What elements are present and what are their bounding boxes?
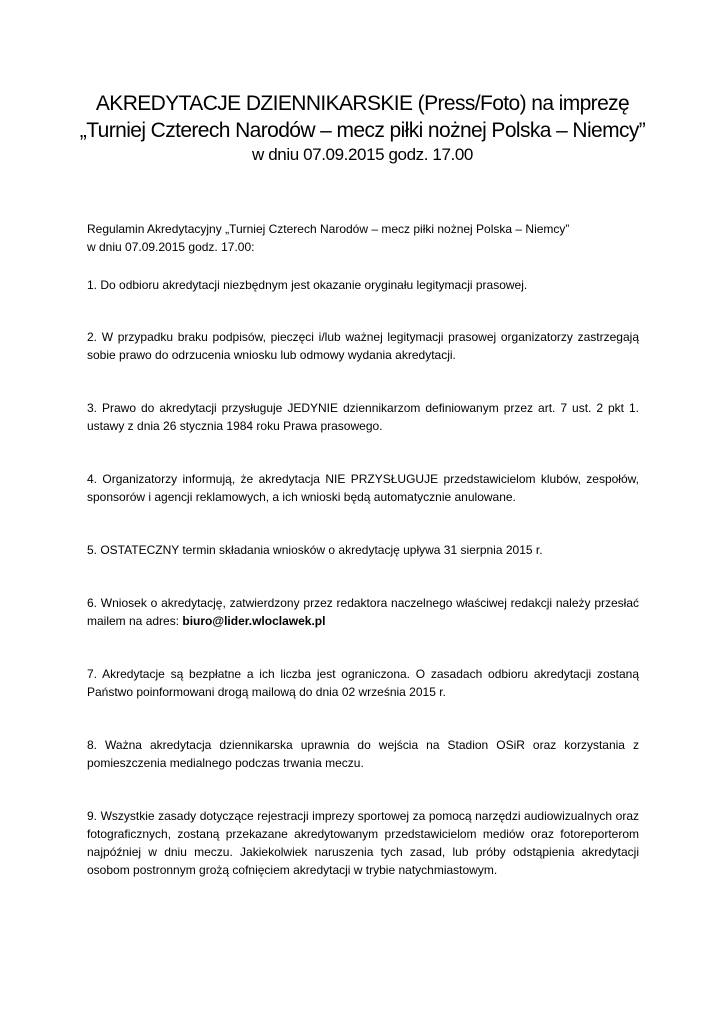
rule-8: 8. Ważna akredytacja dziennikarska uprawnia do wejścia na Stadion OSiR oraz korzystania z pomieszczenia medialnego podczas trwania meczu. — [87, 738, 639, 770]
rule-6 — [87, 594, 639, 630]
document-body — [87, 220, 639, 879]
rule-7: 7. Akredytacje są bezpłatne a ich liczba jest ograniczona. O zasadach odbioru akredytacji zostaną Państwo poinformowani drogą mailową do dnia 02 września 2015 r. — [87, 667, 639, 699]
title-line-3: w dniu 07.09.2015 godz. 17.00 — [252, 145, 473, 164]
document-title — [0, 90, 725, 166]
rule-2: 2. W przypadku braku podpisów, pieczęci i/lub ważnej legitymacji prasowej organizatorzy zastrzegają sobie prawo do odrzucenia wniosku lub odmowy wydania akredytacji. — [87, 330, 639, 362]
rule-6-text: 6. Wniosek o akredytację, zatwierdzony przez redaktora naczelnego właściwej redakcji należy przesłać mailem na adres: — [87, 596, 639, 628]
rule-4: 4. Organizatorzy informują, że akredytacja NIE PRZYSŁUGUJE przedstawicielom klubów, zespołów, sponsorów i agencji reklamowych, a ich wnioski będą automatycznie anulowane. — [87, 472, 639, 504]
regulations-intro — [87, 220, 639, 256]
contact-email[interactable]: biuro@lider.wloclawek.pl — [182, 614, 326, 628]
rule-1: 1. Do odbioru akredytacji niezbędnym jest okazanie oryginału legitymacji prasowej. — [87, 278, 528, 292]
intro-line-2: w dniu 07.09.2015 godz. 17.00: — [87, 240, 255, 254]
rule-9: 9. Wszystkie zasady dotyczące rejestracji imprezy sportowej za pomocą narzędzi audiowizualnych oraz fotograficznych, zostaną przekazane akredytowanym przedstawicielom mediów oraz fotoreporterom najpóźniej w dniu meczu. Jakiekolwiek naruszenia tych zasad, lub próby odstąpienia akredytacji osobom postronnym grożą cofnięciem akredytacji w trybie natychmiastowym. — [87, 809, 639, 877]
intro-line-1: Regulamin Akredytacyjny „Turniej Czterech Narodów – mecz piłki nożnej Polska – Niemcy” — [87, 222, 570, 236]
rule-3: 3. Prawo do akredytacji przysługuje JEDYNIE dziennikarzom definiowanym przez art. 7 ust. 2 pkt 1. ustawy z dnia 26 stycznia 1984 roku Prawa prasowego. — [87, 401, 639, 433]
rule-5: 5. OSTATECZNY termin składania wniosków o akredytację upływa 31 sierpnia 2015 r. — [87, 543, 543, 557]
title-line-2: „Turniej Czterech Narodów – mecz piłki nożnej Polska – Niemcy” — [79, 119, 646, 142]
title-line-1: AKREDYTACJE DZIENNIKARSKIE (Press/Foto) na imprezę — [95, 92, 630, 115]
